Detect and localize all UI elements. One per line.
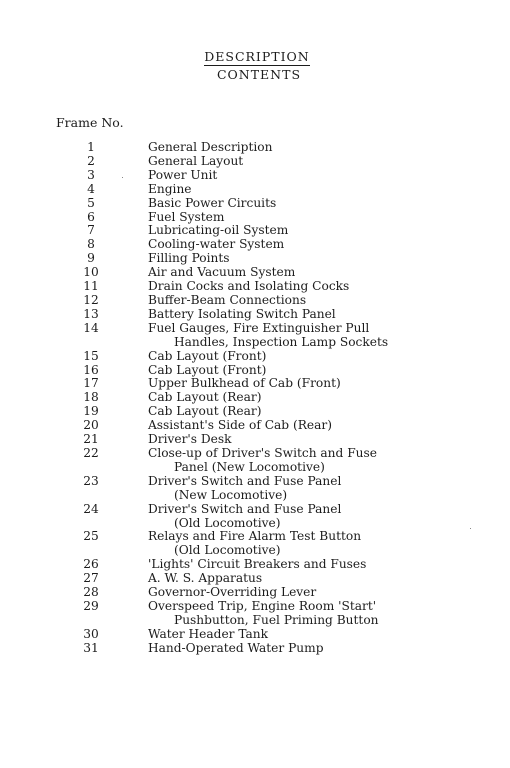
entry-title: Drain Cocks and Isolating Cocks — [148, 279, 350, 294]
contents-entry — [0, 169, 510, 183]
entry-title: Lubricating-oil System — [148, 223, 289, 238]
entry-title: Driver's Desk — [148, 432, 232, 447]
frame-number: 24 — [83, 501, 99, 516]
contents-entry — [0, 224, 510, 238]
contents-entry — [0, 433, 510, 447]
entry-title-continuation: Handles, Inspection Lamp Sockets — [174, 334, 389, 349]
frame-number: 12 — [83, 292, 99, 307]
contents-entry — [0, 475, 510, 503]
frame-number: 5 — [87, 195, 95, 210]
contents-entry — [0, 350, 510, 364]
entry-title: Upper Bulkhead of Cab (Front) — [148, 376, 341, 391]
frame-number: 17 — [83, 376, 99, 391]
contents-entry — [0, 155, 510, 169]
frame-number: 18 — [83, 390, 99, 405]
contents-entry — [0, 238, 510, 252]
entry-title: Power Unit — [148, 167, 218, 182]
contents-entry — [0, 391, 510, 405]
document-subheading: CONTENTS — [216, 67, 302, 82]
entry-title-continuation: Panel (New Locomotive) — [174, 459, 325, 474]
frame-number: 13 — [83, 306, 99, 321]
entry-title: Fuel Gauges, Fire Extinguisher Pull — [148, 320, 370, 335]
entry-title: 'Lights' Circuit Breakers and Fuses — [148, 557, 367, 572]
contents-entry — [0, 197, 510, 211]
contents-entry — [0, 642, 510, 656]
entry-title: Driver's Switch and Fuse Panel — [148, 473, 342, 488]
frame-number: 26 — [83, 557, 99, 572]
frame-number: 21 — [83, 432, 99, 447]
frame-number: 8 — [87, 237, 95, 252]
entry-title: Relays and Fire Alarm Test Button — [148, 529, 362, 544]
frame-number: 20 — [83, 418, 99, 433]
contents-entry — [0, 586, 510, 600]
entry-title: Cab Layout (Front) — [148, 362, 267, 377]
contents-entry — [0, 364, 510, 378]
frame-number: 22 — [83, 445, 99, 460]
contents-entry — [0, 280, 510, 294]
contents-entry — [0, 183, 510, 197]
contents-entry — [0, 447, 510, 475]
frame-number: 6 — [87, 209, 95, 224]
entry-title: A. W. S. Apparatus — [148, 571, 263, 586]
entry-title: General Description — [148, 140, 273, 154]
entry-title: Filling Points — [148, 251, 230, 266]
entry-title: Engine — [148, 181, 192, 196]
scan-speck — [122, 177, 123, 178]
frame-number: 29 — [83, 598, 99, 613]
frame-number: 11 — [83, 279, 99, 294]
entry-title-continuation: Pushbutton, Fuel Priming Button — [174, 612, 379, 627]
frame-number: 28 — [83, 585, 99, 600]
entry-title: General Layout — [148, 153, 244, 168]
contents-entry — [0, 294, 510, 308]
frame-number: 31 — [83, 640, 99, 655]
entry-title-continuation: (Old Locomotive) — [174, 515, 281, 530]
entry-title: Hand-Operated Water Pump — [148, 640, 324, 655]
entry-title: Driver's Switch and Fuse Panel — [148, 501, 342, 516]
entry-title: Overspeed Trip, Engine Room 'Start' — [148, 598, 377, 613]
contents-entry — [0, 405, 510, 419]
entry-title: Buffer-Beam Connections — [148, 292, 307, 307]
entry-title: Basic Power Circuits — [148, 195, 277, 210]
entry-title: Cab Layout (Rear) — [148, 404, 262, 419]
contents-entry — [0, 211, 510, 225]
contents-entry — [0, 530, 510, 558]
frame-number: 15 — [83, 348, 99, 363]
frame-number: 4 — [87, 181, 95, 196]
entry-title: Cooling-water System — [148, 237, 285, 252]
frame-number: 9 — [87, 251, 95, 266]
contents-entry — [0, 558, 510, 572]
contents-entry — [0, 322, 510, 350]
contents-entry — [0, 252, 510, 266]
frame-number: 30 — [83, 626, 99, 641]
frame-number-label: Frame No. — [56, 115, 124, 130]
frame-number: 19 — [83, 404, 99, 419]
frame-number: 14 — [83, 320, 99, 335]
frame-number: 1 — [87, 140, 95, 154]
document-heading — [2, 49, 510, 64]
entry-title-continuation: (New Locomotive) — [174, 487, 288, 502]
entry-title: Water Header Tank — [148, 626, 269, 641]
contents-entry — [0, 308, 510, 322]
contents-entry — [0, 419, 510, 433]
contents-entry — [0, 377, 510, 391]
contents-entry — [0, 600, 510, 628]
contents-entry — [0, 141, 510, 155]
contents-entry — [0, 572, 510, 586]
frame-number: 23 — [83, 473, 99, 488]
entry-title: Close-up of Driver's Switch and Fuse — [148, 445, 377, 460]
entry-title: Assistant's Side of Cab (Rear) — [148, 418, 332, 433]
heading-text: DESCRIPTION — [204, 49, 310, 64]
entry-title: Cab Layout (Rear) — [148, 390, 262, 405]
entry-title: Fuel System — [148, 209, 225, 224]
scan-speck — [470, 528, 471, 529]
frame-number: 27 — [83, 571, 99, 586]
contents-entry — [0, 266, 510, 280]
contents-entry — [0, 628, 510, 642]
frame-number: 10 — [83, 265, 99, 280]
entry-title: Air and Vacuum System — [148, 265, 296, 280]
entry-title: Cab Layout (Front) — [148, 348, 267, 363]
contents-entry — [0, 503, 510, 531]
frame-number: 2 — [87, 153, 95, 168]
frame-number: 7 — [87, 223, 95, 238]
frame-number: 25 — [83, 529, 99, 544]
frame-number: 16 — [83, 362, 99, 377]
entry-title-continuation: (Old Locomotive) — [174, 543, 281, 558]
contents-list — [0, 141, 510, 656]
entry-title: Governor-Overriding Lever — [148, 585, 317, 600]
entry-title: Battery Isolating Switch Panel — [148, 306, 336, 321]
frame-number: 3 — [87, 167, 95, 182]
